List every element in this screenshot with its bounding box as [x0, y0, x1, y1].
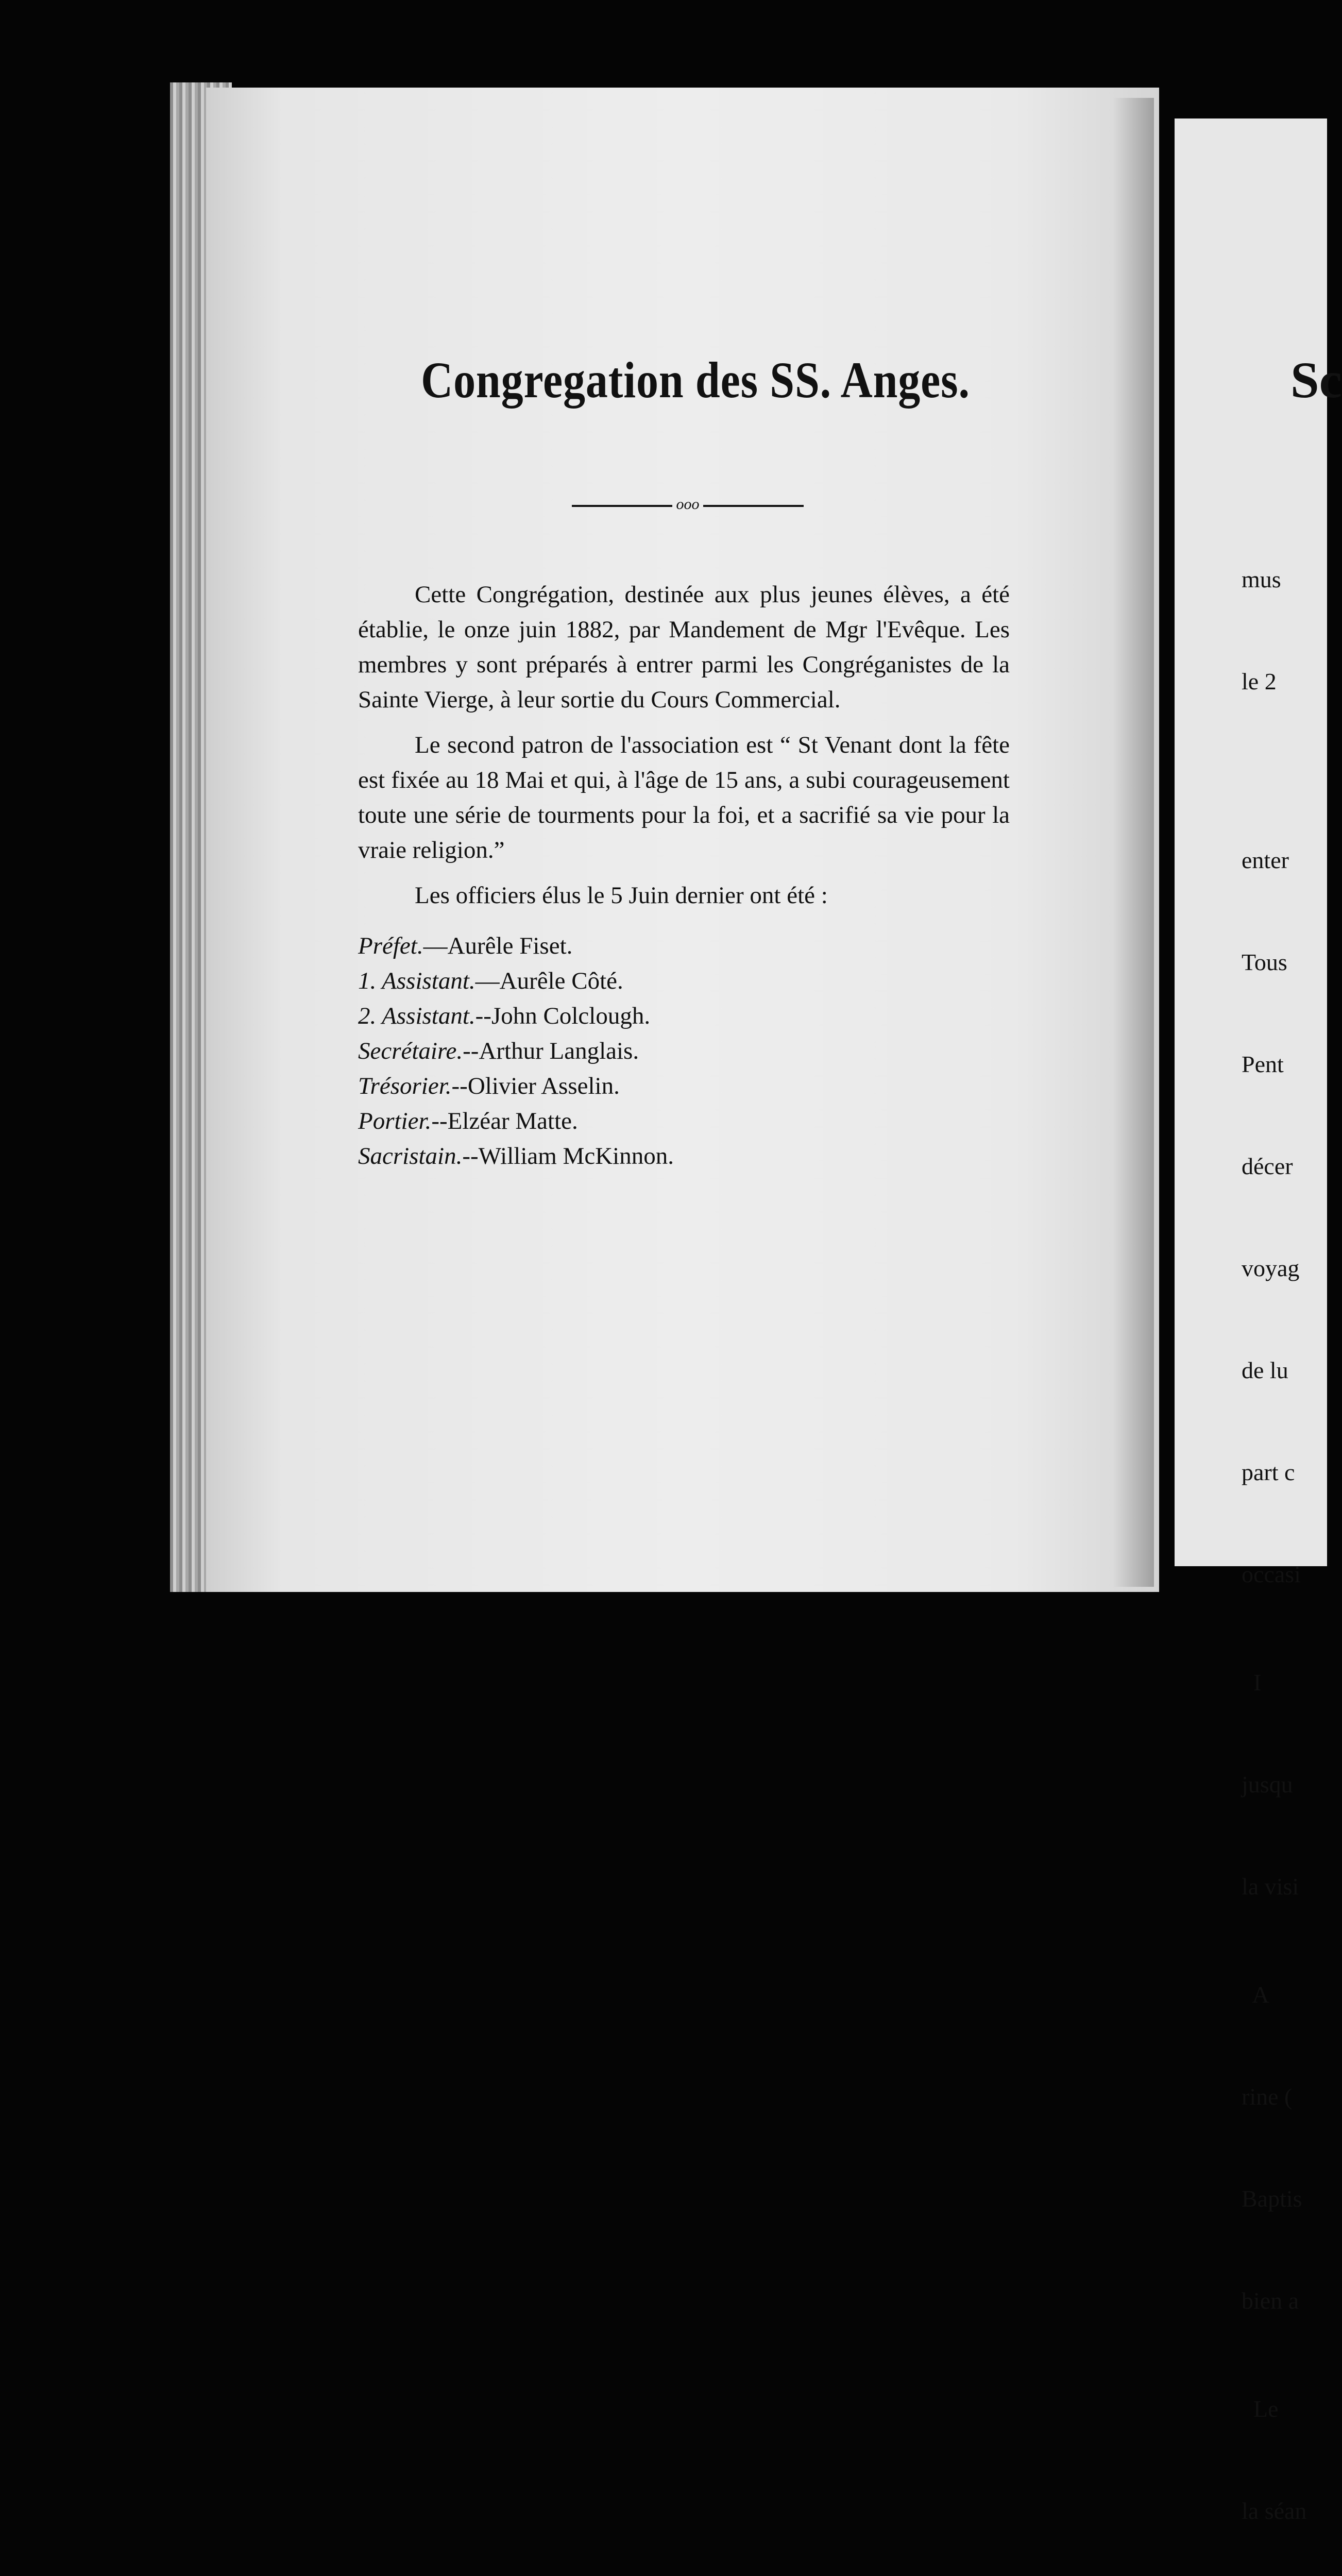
paragraph-patron: Le second patron de l'association est “ St Venant dont la fête est fixée au 18 Mai et qui, à l'âge de 15 ans, a subi courageusement toute une série de tourments pour la foi, et a sacrifié sa vie pour la vraie religion.”	[358, 732, 1010, 863]
right-line: part c	[1242, 1459, 1295, 1485]
right-line: bien a	[1242, 2287, 1299, 2314]
right-line: enter	[1242, 847, 1289, 873]
right-line: occasi	[1242, 1561, 1301, 1587]
ornament-line-left	[572, 505, 672, 507]
body-text	[358, 577, 1010, 1174]
right-line: voyag	[1242, 1255, 1300, 1281]
officer-secretaire: Secrétaire.--Arthur Langlais.	[358, 1038, 639, 1064]
officer-assistant-2: 2. Assistant.--John Colclough.	[358, 1003, 651, 1029]
right-page-title-fragment: Sc	[1290, 351, 1342, 409]
paragraph-officers-intro: Les officiers élus le 5 Juin dernier ont été :	[415, 882, 828, 909]
officer-sacristain: Sacristain.--William McKinnon.	[358, 1143, 674, 1170]
right-line: A	[1242, 1981, 1269, 2008]
right-line: la séan	[1242, 2498, 1307, 2524]
officer-prefet: Préfet.—Aurêle Fiset.	[358, 933, 573, 959]
officer-tresorier: Trésorier.--Olivier Asselin.	[358, 1073, 620, 1099]
right-line: la visi	[1242, 1873, 1299, 1900]
gutter-shadow	[1113, 98, 1154, 1587]
officers-list	[358, 928, 1010, 1174]
ornament-mark: ooo	[676, 496, 700, 513]
page-title: Congregation des SS. Anges.	[421, 351, 970, 409]
right-line: mus	[1242, 566, 1281, 592]
right-line: rine (	[1242, 2083, 1293, 2110]
right-line: de lu	[1242, 1357, 1288, 1383]
right-line: le 2	[1242, 668, 1277, 694]
right-line: décer	[1242, 1153, 1293, 1179]
right-page-top-lines	[1242, 495, 1327, 733]
paragraph-intro: Cette Congrégation, destinée aux plus jeunes élèves, a été établie, le onze juin 1882, par Mandement de Mgr l'Evêque. Les membres y sont préparés à entrer parmi les Congréganistes de la Sainte Vierge, à leur sortie du Cours Commercial.	[358, 581, 1010, 713]
right-line: I	[1242, 1669, 1262, 1696]
officer-assistant-1: 1. Assistant.—Aurêle Côté.	[358, 968, 623, 994]
right-page-lines	[1242, 775, 1327, 2576]
right-line: Baptis	[1242, 2185, 1302, 2212]
officer-portier: Portier.--Elzéar Matte.	[358, 1108, 578, 1134]
right-line: Pent	[1242, 1051, 1284, 1077]
right-line: Le	[1242, 2396, 1279, 2422]
right-line: jusqu	[1242, 1771, 1293, 1798]
right-line: Tous	[1242, 949, 1287, 975]
title-ornament	[572, 495, 804, 515]
ornament-line-right	[703, 505, 804, 507]
